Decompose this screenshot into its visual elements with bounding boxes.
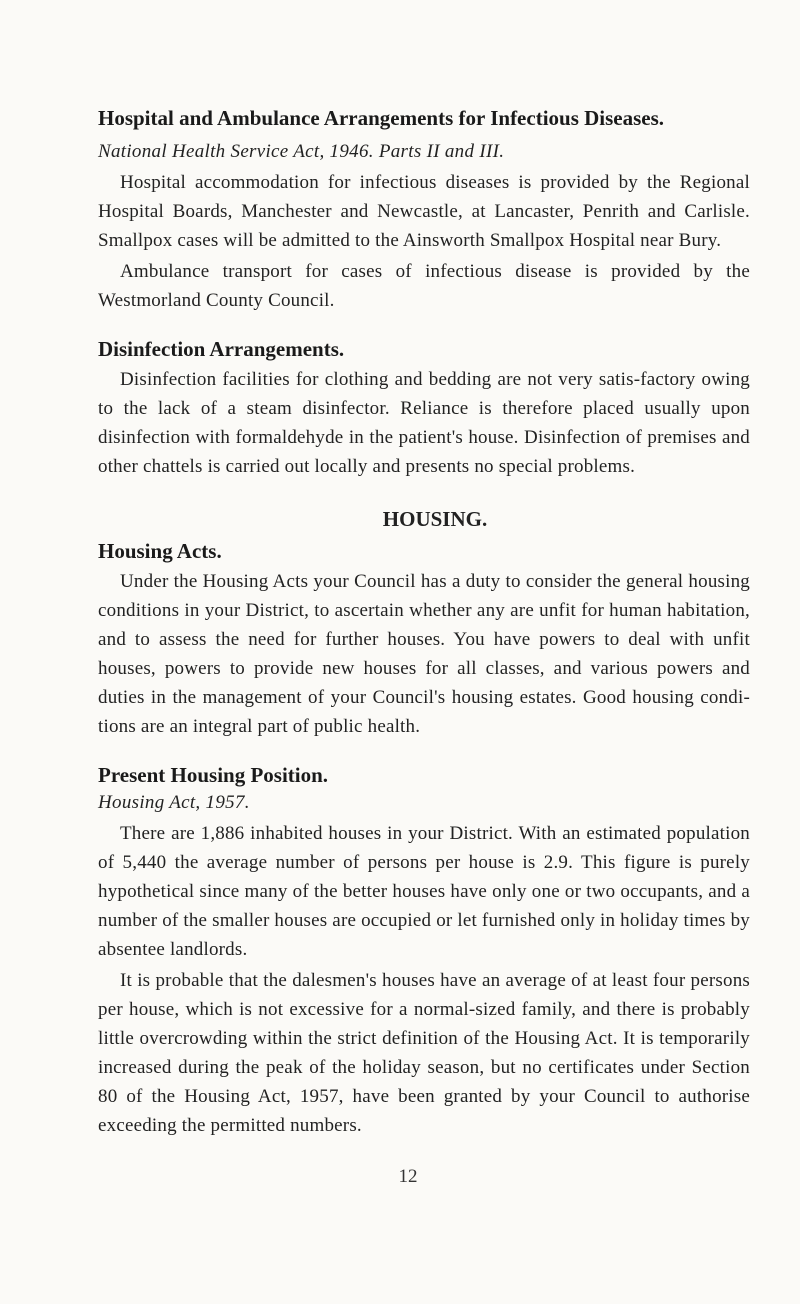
paragraph-disinfection: Disinfection facilities for clothing and bedding are not very satis-factory owing to the lack of a steam disinfector. Reliance is therefore placed usually upon disinfection with formaldehyde in the patient's house. Disinfection of premises and other chattels is carried out locally and presents no special problems. — [98, 369, 750, 477]
section-heading-hospital-ambulance: Hospital and Ambulance Arrangements for Infectious Diseases. — [98, 106, 665, 130]
act-reference-housing: Housing Act, 1957. — [98, 792, 250, 813]
paragraph-ambulance-transport: Ambulance transport for cases of infectious disease is provided by the Westmorland County Council. — [98, 261, 750, 311]
paragraph-inhabited-houses: There are 1,886 inhabited houses in your District. With an estimated population of 5,440 the average number of persons per house is 2.9. This figure is purely hypothetical since many of the better houses have only one or two occupants, and a number of the smaller houses are occupied or let furnished only in holiday times by absentee landlords. — [98, 823, 750, 960]
chapter-title-housing: HOUSING. — [382, 507, 488, 531]
section-heading-housing-acts: Housing Acts. — [98, 539, 222, 563]
section-heading-present-housing: Present Housing Position. — [98, 763, 329, 787]
section-heading-disinfection: Disinfection Arrangements. — [98, 337, 345, 361]
paragraph-housing-acts: Under the Housing Acts your Council has a duty to consider the general housing conditions in your District, to ascertain whether any are unfit for human habitation, and to assess the need for further houses. You have powers to deal with unfit houses, powers to provide new houses for all classes, and various powers and duties in the management of your Council's housing estates. Good housing condi-tions are an integral part of public health. — [98, 571, 750, 737]
paragraph-hospital-accommodation: Hospital accommodation for infectious diseases is provided by the Regional Hospital Boards, Manchester and Newcastle, at Lancaster, Penrith and Carlisle. Smallpox cases will be admitted to the Ainsworth Smallpox Hospital near Bury. — [98, 172, 750, 251]
page-number: 12 — [398, 1166, 418, 1187]
paragraph-dalesmen-houses: It is probable that the dalesmen's houses have an average of at least four persons per house, which is not excessive for a normal-sized family, and there is probably little overcrowding within the strict definition of the Housing Act. It is temporarily increased during the peak of the holiday season, but no certificates under Section 80 of the Housing Act, 1957, have been granted by your Council to authorise exceeding the permitted numbers. — [98, 970, 750, 1136]
act-reference-nhs: National Health Service Act, 1946. Parts II and III. — [98, 141, 505, 162]
